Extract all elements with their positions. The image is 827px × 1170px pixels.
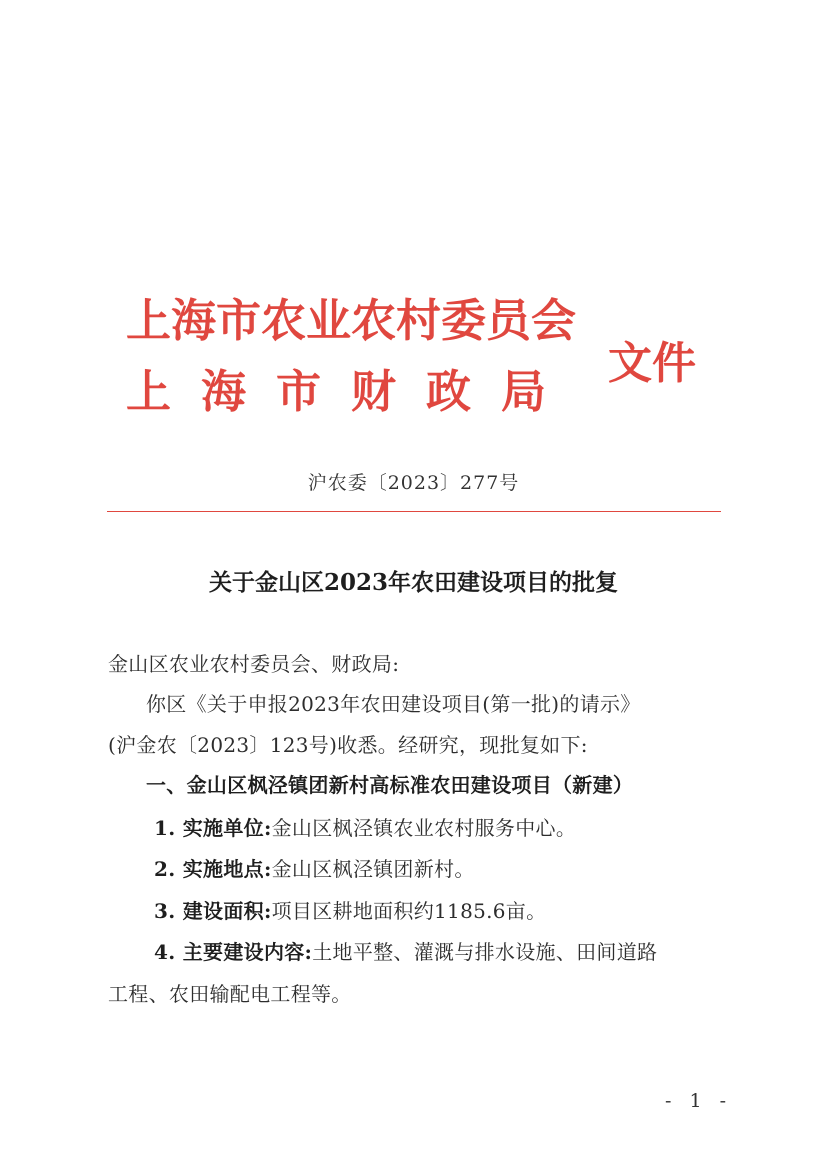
- list-item: [154, 897, 546, 925]
- section-1-heading: 一、金山区枫泾镇团新村高标准农田建设项目（新建）: [146, 773, 634, 797]
- page-number: - 1 -: [665, 1090, 733, 1112]
- issuer-name-finance-bureau: 上海市财政局: [126, 365, 577, 418]
- red-divider-rule: [107, 511, 721, 512]
- item-text: 金山区枫泾镇团新村。: [271, 857, 475, 881]
- list-item: [154, 855, 475, 883]
- item-text: 金山区枫泾镇农业农村服务中心。: [271, 816, 577, 840]
- list-item: [154, 938, 657, 966]
- item-label: 3. 建设面积:: [154, 899, 272, 923]
- document-title: 关于金山区2023年农田建设项目的批复: [208, 569, 618, 596]
- item-4-continuation: 工程、农田输配电工程等。: [108, 982, 352, 1006]
- item-text: 土地平整、灌溉与排水设施、田间道路: [312, 940, 658, 964]
- item-label: 4. 主要建设内容:: [154, 940, 313, 964]
- document-number: 沪农委〔2023〕277号: [307, 472, 520, 494]
- addressee: 金山区农业农村委员会、财政局:: [108, 652, 400, 676]
- list-item: [154, 814, 576, 842]
- item-label: 1. 实施单位:: [154, 816, 272, 840]
- issuer-name-agriculture-committee: 上海市农业农村委员会: [126, 294, 577, 347]
- intro-line-1: 你区《关于申报2023年农田建设项目(第一批)的请示》: [146, 692, 641, 716]
- document-suffix: 文件: [608, 338, 696, 389]
- intro-line-2: (沪金农〔2023〕123号)收悉。经研究，现批复如下:: [108, 733, 588, 757]
- item-text: 项目区耕地面积约1185.6亩。: [271, 899, 547, 923]
- item-label: 2. 实施地点:: [154, 857, 272, 881]
